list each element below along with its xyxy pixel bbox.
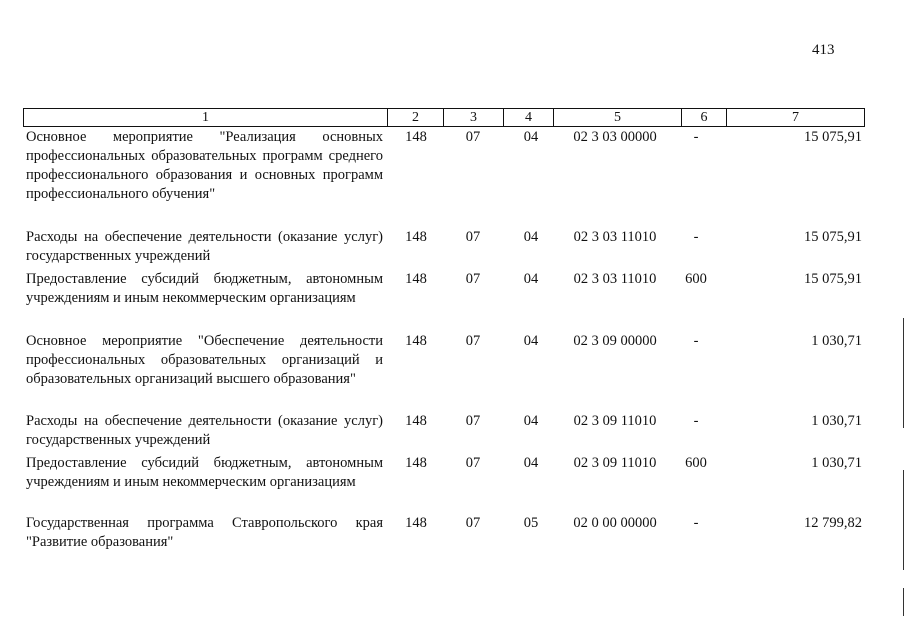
header-col-3: 3 (443, 109, 503, 126)
row-col-3: 07 (465, 129, 481, 145)
row-col-5: 02 3 03 00000 (573, 129, 657, 145)
row-col-4: 04 (523, 413, 539, 429)
row-col-7: 1 030,71 (811, 455, 862, 471)
row-description: Основное мероприятие "Обеспечение деятельности профессиональных образовательных организаций и образовательных организаций высшего образования" (26, 333, 383, 387)
header-col-5: 5 (553, 109, 681, 126)
row-col-6: - (693, 515, 699, 531)
row-col-6: 600 (685, 271, 707, 287)
scan-margin-line (903, 470, 904, 570)
row-col-3: 07 (465, 455, 481, 471)
header-col-7: 7 (726, 109, 864, 126)
row-col-7: 15 075,91 (804, 129, 862, 145)
header-col-2: 2 (387, 109, 443, 126)
row-col-2: 148 (405, 271, 427, 287)
row-description: Расходы на обеспечение деятельности (оказание услуг) государственных учреждений (26, 413, 383, 448)
row-col-4: 04 (523, 229, 539, 245)
scan-margin-line (903, 318, 904, 428)
row-col-6: 600 (685, 455, 707, 471)
row-description: Расходы на обеспечение деятельности (оказание услуг) государственных учреждений (26, 229, 383, 264)
row-col-2: 148 (405, 129, 427, 145)
row-col-4: 04 (523, 129, 539, 145)
row-col-5: 02 0 00 00000 (573, 515, 657, 531)
row-description: Предоставление субсидий бюджетным, автономным учреждениям и иным некоммерческим организациям (26, 271, 383, 306)
header-col-4: 4 (503, 109, 553, 126)
row-col-5: 02 3 03 11010 (573, 271, 657, 287)
row-col-2: 148 (405, 515, 427, 531)
row-col-3: 07 (465, 271, 481, 287)
row-description: Государственная программа Ставропольского края "Развитие образования" (26, 515, 383, 550)
row-col-3: 07 (465, 229, 481, 245)
row-col-2: 148 (405, 413, 427, 429)
row-col-7: 12 799,82 (804, 515, 862, 531)
row-col-7: 15 075,91 (804, 229, 862, 245)
header-col-6: 6 (681, 109, 726, 126)
row-col-5: 02 3 09 11010 (573, 413, 657, 429)
row-col-6: - (693, 333, 699, 349)
row-col-4: 05 (523, 515, 539, 531)
row-col-6: - (693, 229, 699, 245)
row-col-6: - (693, 413, 699, 429)
row-col-3: 07 (465, 515, 481, 531)
row-col-2: 148 (405, 229, 427, 245)
row-col-2: 148 (405, 455, 427, 471)
row-col-7: 15 075,91 (804, 271, 862, 287)
row-col-5: 02 3 09 00000 (573, 333, 657, 349)
row-description: Предоставление субсидий бюджетным, автономным учреждениям и иным некоммерческим организациям (26, 455, 383, 490)
scan-margin-line (903, 588, 904, 616)
row-col-7: 1 030,71 (811, 333, 862, 349)
table-header (23, 108, 865, 127)
row-description: Основное мероприятие "Реализация основных профессиональных образовательных программ среднего профессионального образования и основных программ профессионального обучения" (26, 129, 383, 202)
row-col-7: 1 030,71 (811, 413, 862, 429)
page-number: 413 (812, 42, 835, 58)
row-col-6: - (693, 129, 699, 145)
header-col-1: 1 (202, 110, 209, 125)
row-col-3: 07 (465, 333, 481, 349)
row-col-4: 04 (523, 455, 539, 471)
row-col-3: 07 (465, 413, 481, 429)
row-col-2: 148 (405, 333, 427, 349)
row-col-5: 02 3 03 11010 (573, 229, 657, 245)
row-col-4: 04 (523, 271, 539, 287)
row-col-4: 04 (523, 333, 539, 349)
row-col-5: 02 3 09 11010 (573, 455, 657, 471)
